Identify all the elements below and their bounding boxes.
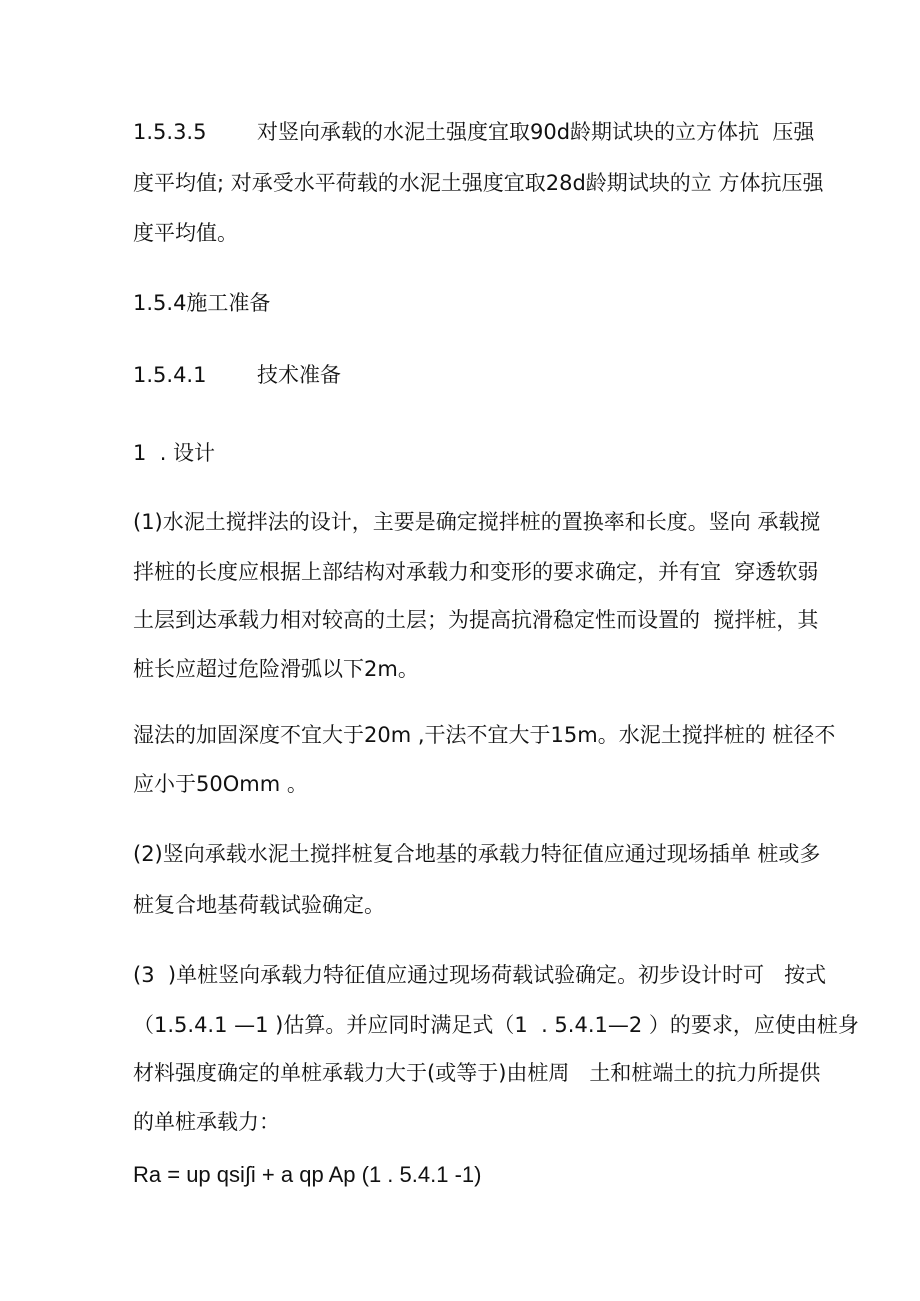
- para-4-line-2: （1.5.4.1 —1 )估算。并应同时满足式（1 . 5.4.1—2 ）的要求，应使由桩身: [133, 1013, 859, 1037]
- para-1-line-2: 拌桩的长度应根据上部结构对承载力和变形的要求确定，并有宜 穿透软弱: [133, 560, 819, 584]
- formula-1-5-4-1-1: Ra = up qsi∫i + a qp Ap (1 . 5.4.1 -1): [133, 1162, 482, 1187]
- para-3-line-2: 桩复合地基荷载试验确定。: [133, 893, 385, 917]
- section-text: 对竖向承载的水泥土强度宜取90d龄期试块的立方体抗 压强: [257, 120, 815, 144]
- item-1-design: 1 . 设计: [133, 441, 216, 465]
- para-4-line-1: (3 )单桩竖向承载力特征值应通过现场荷载试验确定。初步设计时可 按式: [133, 963, 827, 987]
- para-4-line-3: 材料强度确定的单桩承载力大于(或等于)由桩周 土和桩端土的抗力所提供: [133, 1061, 821, 1085]
- para-1-line-1: (1)水泥土搅拌法的设计，主要是确定搅拌桩的置换率和长度。竖向 承载搅: [133, 510, 821, 534]
- section-1-5-3-5-line-1: [133, 120, 814, 144]
- para-2-line-2: 应小于50Omm 。: [133, 772, 308, 796]
- para-3-line-1: (2)竖向承载水泥土搅拌桩复合地基的承载力特征值应通过现场插单 桩或多: [133, 842, 821, 866]
- para-1-line-4: 桩长应超过危险滑弧以下2m。: [133, 657, 419, 681]
- section-1-5-3-5-line-3: 度平均值。: [133, 221, 238, 245]
- section-heading-1-5-4: 1.5.4施工准备: [133, 291, 271, 315]
- section-number: 1.5.3.5: [133, 120, 207, 144]
- para-4-line-4: 的单桩承载力：: [133, 1110, 280, 1134]
- section-title: 技术准备: [257, 363, 341, 387]
- section-1-5-3-5-line-2: 度平均值; 对承受水平荷载的水泥土强度宜取28d龄期试块的立 方体抗压强: [133, 171, 824, 195]
- para-2-line-1: 湿法的加固深度不宜大于20m ,干法不宜大于15m。水泥土搅拌桩的 桩径不: [133, 723, 836, 747]
- section-number: 1.5.4.1: [133, 363, 207, 387]
- section-1-5-4-1: [133, 363, 341, 387]
- para-1-line-3: 土层到达承载力相对较高的土层；为提高抗滑稳定性而设置的 搅拌桩，其: [133, 608, 819, 632]
